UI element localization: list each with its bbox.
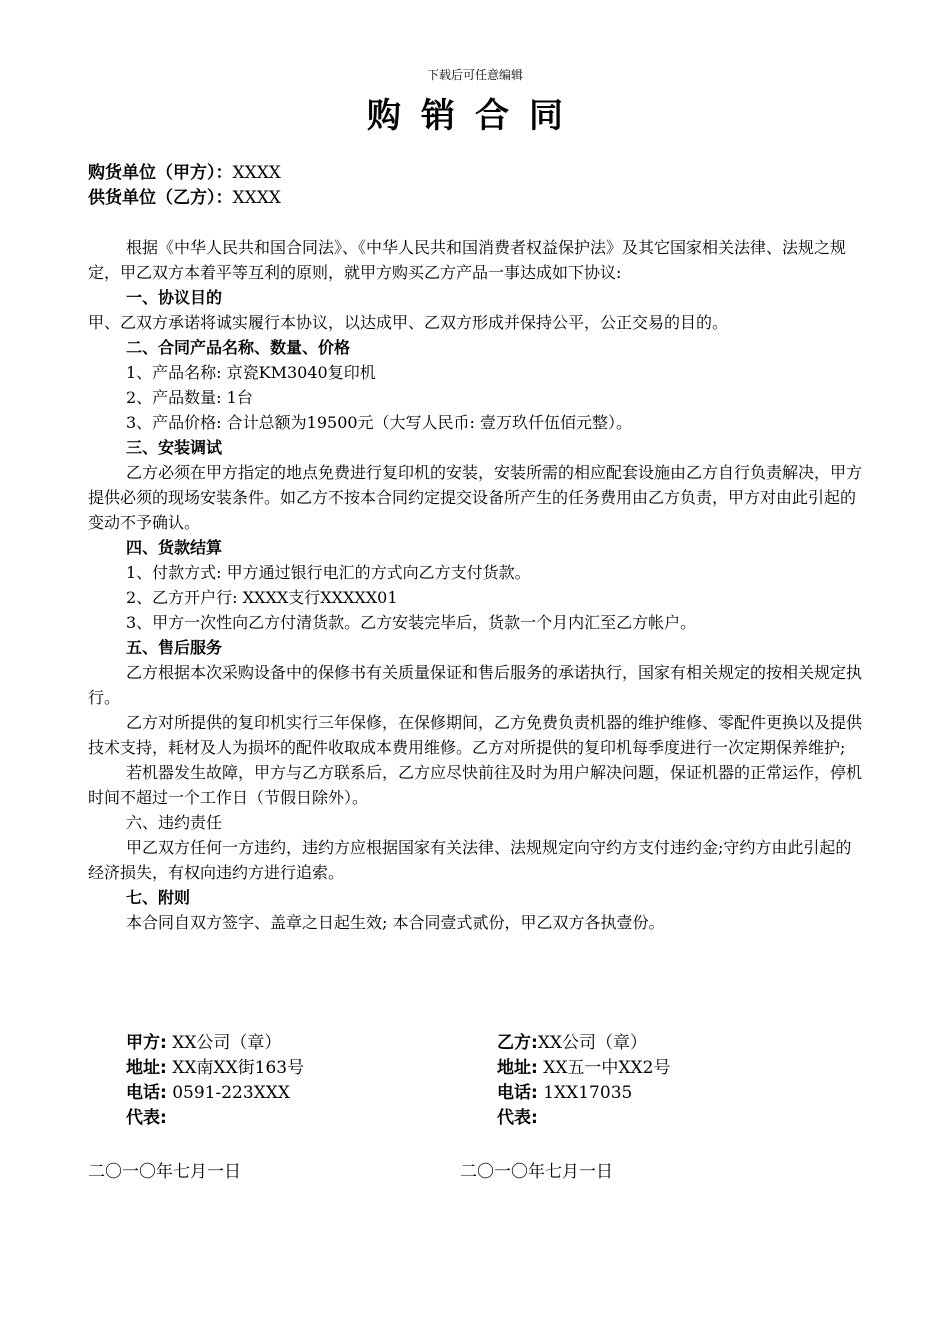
- buyer-party-value: XX公司（章）: [172, 1033, 282, 1053]
- section-1-paragraph: 甲、乙双方承诺将诚实履行本协议，以达成甲、乙双方形成并保持公平，公正交易的目的。: [88, 313, 729, 332]
- seller-value: XXXX: [232, 188, 281, 208]
- contract-body: [88, 235, 863, 935]
- section-4-item-2: 2、乙方开户行: XXXX支行XXXXX01: [126, 588, 398, 607]
- seller-party-value: XX公司（章）: [537, 1033, 648, 1053]
- parties-block: [88, 161, 281, 211]
- buyer-phone-value: 0591-223XXX: [172, 1083, 290, 1103]
- buyer-label: 购货单位（甲方）：: [88, 163, 233, 183]
- section-6-paragraph: 甲乙双方任何一方违约，违约方应根据国家有关法律、法规规定向守约方支付违约金;守约方由此引起的经济损失，有权向违约方进行追索。: [88, 838, 852, 882]
- buyer-address-label: 地址:: [126, 1058, 167, 1078]
- section-5-paragraph-2: 乙方对所提供的复印机实行三年保修，在保修期间，乙方免费负责机器的维护维修、零配件更换以及提供技术支持，耗材及人为损坏的配件收取成本费用维修。乙方对所提供的复印机每季度进行一次定期保养维护;: [88, 713, 863, 757]
- section-3-title: 三、安装调试: [126, 438, 223, 457]
- section-5-title: 五、售后服务: [126, 638, 223, 657]
- signature-block-buyer: [126, 1031, 304, 1131]
- seller-phone-value: 1XX17035: [543, 1083, 633, 1103]
- header-note: 下载后可任意编辑: [426, 68, 523, 82]
- section-6-title: 六、违约责任: [126, 813, 223, 832]
- buyer-rep-line: [126, 1106, 304, 1131]
- buyer-line: [88, 161, 281, 186]
- section-5-paragraph-1: 乙方根据本次采购设备中的保修书有关质量保证和售后服务的承诺执行，国家有相关规定的按相关规定执行。: [88, 663, 863, 707]
- section-4-item-3: 3、甲方一次性向乙方付清货款。乙方安装完毕后，货款一个月内汇至乙方帐户。: [126, 613, 697, 632]
- signature-block-seller: [497, 1031, 670, 1131]
- seller-address-line: [497, 1056, 670, 1081]
- intro-paragraph: 根据《中华人民共和国合同法》、《中华人民共和国消费者权益保护法》及其它国家相关法律、法规之规定，甲乙双方本着平等互利的原则，就甲方购买乙方产品一事达成如下协议:: [88, 238, 847, 282]
- seller-line: [88, 186, 281, 211]
- section-7-title: 七、附则: [126, 888, 191, 907]
- section-4-item-1: 1、付款方式: 甲方通过银行电汇的方式向乙方支付货款。: [126, 563, 531, 582]
- buyer-party-label: 甲方:: [126, 1033, 167, 1053]
- buyer-phone-label: 电话:: [126, 1083, 167, 1103]
- section-2-item-3: 3、产品价格: 合计总额为19500元（大写人民币: 壹万玖仟伍佰元整）。: [126, 413, 633, 432]
- buyer-party-line: [126, 1031, 304, 1056]
- section-1-title: 一、协议目的: [126, 288, 223, 307]
- buyer-phone-line: [126, 1081, 304, 1106]
- seller-phone-label: 电话:: [497, 1083, 538, 1103]
- seller-rep-label: 代表:: [497, 1108, 538, 1128]
- buyer-address-line: [126, 1056, 304, 1081]
- buyer-value: XXXX: [232, 163, 281, 183]
- section-7-paragraph: 本合同自双方签字、盖章之日起生效; 本合同壹式贰份，甲乙双方各执壹份。: [126, 913, 665, 932]
- seller-date: 二〇一〇年七月一日: [460, 1162, 613, 1182]
- seller-address-value: XX五一中XX2号: [543, 1058, 671, 1078]
- seller-label: 供货单位（乙方）：: [88, 188, 233, 208]
- page-title: 购销合同: [367, 96, 583, 136]
- buyer-rep-label: 代表:: [126, 1108, 167, 1128]
- section-2-item-2: 2、产品数量: 1台: [126, 388, 253, 407]
- seller-party-label: 乙方:: [497, 1033, 538, 1053]
- section-4-title: 四、货款结算: [126, 538, 223, 557]
- buyer-date: 二〇一〇年七月一日: [88, 1162, 241, 1182]
- seller-party-line: [497, 1031, 670, 1056]
- buyer-address-value: XX南XX街163号: [172, 1058, 305, 1078]
- section-5-paragraph-3: 若机器发生故障，甲方与乙方联系后，乙方应尽快前往及时为用户解决问题，保证机器的正常运作，停机时间不超过一个工作日（节假日除外）。: [88, 763, 863, 807]
- seller-phone-line: [497, 1081, 670, 1106]
- seller-address-label: 地址:: [497, 1058, 538, 1078]
- section-2-item-1: 1、产品名称: 京瓷KM3040复印机: [126, 363, 376, 382]
- section-3-paragraph: 乙方必须在甲方指定的地点免费进行复印机的安装，安装所需的相应配套设施由乙方自行负责解决，甲方提供必须的现场安装条件。如乙方不按本合同约定提交设备所产生的任务费用由乙方负责，甲方对由此引起的变动不予确认。: [88, 463, 863, 532]
- seller-rep-line: [497, 1106, 670, 1131]
- section-2-title: 二、合同产品名称、数量、价格: [126, 338, 351, 357]
